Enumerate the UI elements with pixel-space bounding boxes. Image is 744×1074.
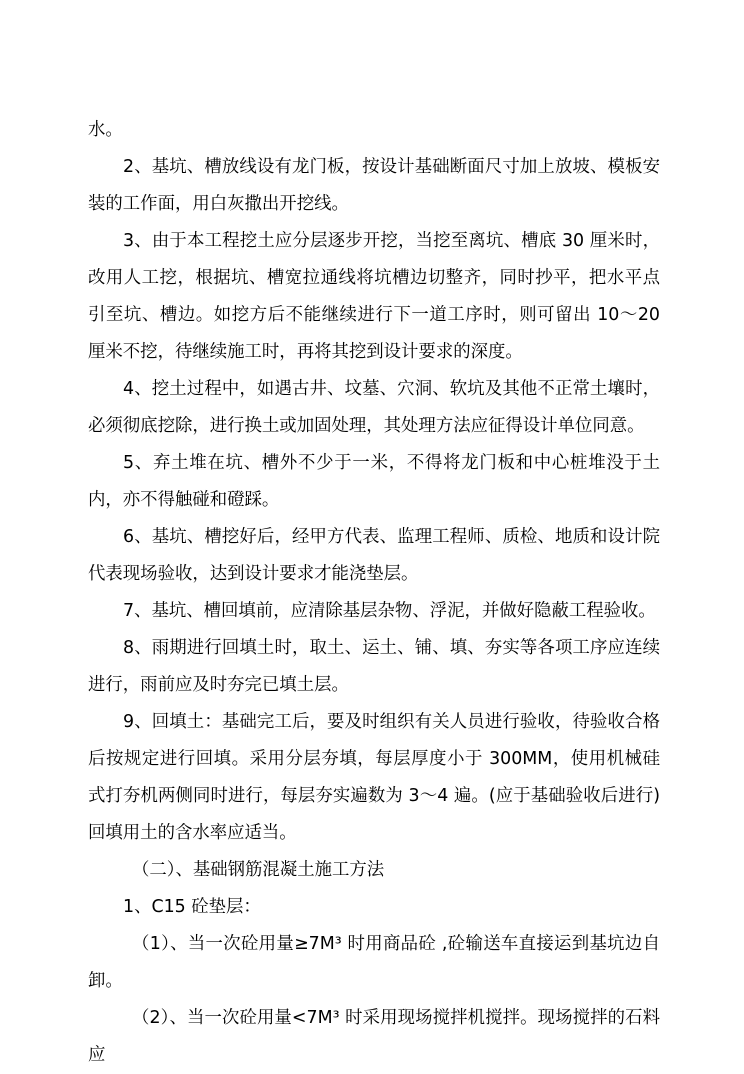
paragraph-item-6: 6、基坑、槽挖好后，经甲方代表、监理工程师、质检、地质和设计院代表现场验收，达到设计要求才能浇垫层。 [88, 527, 660, 584]
paragraph-continuation: 水。 [88, 120, 123, 140]
paragraph-item-7: 7、基坑、槽回填前，应清除基层杂物、浮泥，并做好隐蔽工程验收。 [123, 601, 656, 621]
paragraph-item-3: 3、由于本工程挖土应分层逐步开挖，当挖至离坑、槽底 30 厘米时，改用人工挖，根据坑、槽宽拉通线将坑槽边切整齐，同时抄平，把水平点引至坑、槽边。如挖方后不能继续进行下一道工序时，则可留出 10～20 厘米不挖，待继续施工时，再将其挖到设计要求的深度。 [88, 231, 660, 362]
paragraph-subitem-2: （2）、当一次砼用量<7M³ 时采用现场搅拌机搅拌。现场搅拌的石料应 [88, 1008, 660, 1065]
paragraph-item-5: 5、弃土堆在坑、槽外不少于一米，不得将龙门板和中心桩堆没于土内，亦不得触碰和磴踩。 [88, 453, 660, 510]
paragraph-subitem-1: （1）、当一次砼用量≥7M³ 时用商品砼 ,砼输送车直接运到基坑边自卸。 [88, 934, 660, 991]
paragraph-item-4: 4、挖土过程中，如遇古井、坟墓、穴洞、软坑及其他不正常土壤时，必须彻底挖除，进行换土或加固处理，其处理方法应征得设计单位同意。 [88, 379, 660, 436]
section-heading: （二）、基础钢筋混凝土施工方法 [132, 860, 385, 880]
paragraph-item-2: 2、基坑、槽放线设有龙门板，按设计基础断面尺寸加上放坡、模板安装的工作面，用白灰撒出开挖线。 [88, 157, 660, 214]
subsection-heading: 1、C15 砼垫层： [123, 897, 261, 917]
document-body [88, 112, 660, 1074]
paragraph-item-9: 9、回填土：基础完工后，要及时组织有关人员进行验收，待验收合格后按规定进行回填。采用分层夯填，每层厚度小于 300MM，使用机械硅式打夯机两侧同时进行，每层夯实遍数为 3～4 遍。(应于基础验收后进行)回填用土的含水率应适当。 [88, 712, 660, 843]
paragraph-item-8: 8、雨期进行回填土时，取土、运土、铺、填、夯实等各项工序应连续进行，雨前应及时夯完已填土层。 [88, 638, 660, 695]
